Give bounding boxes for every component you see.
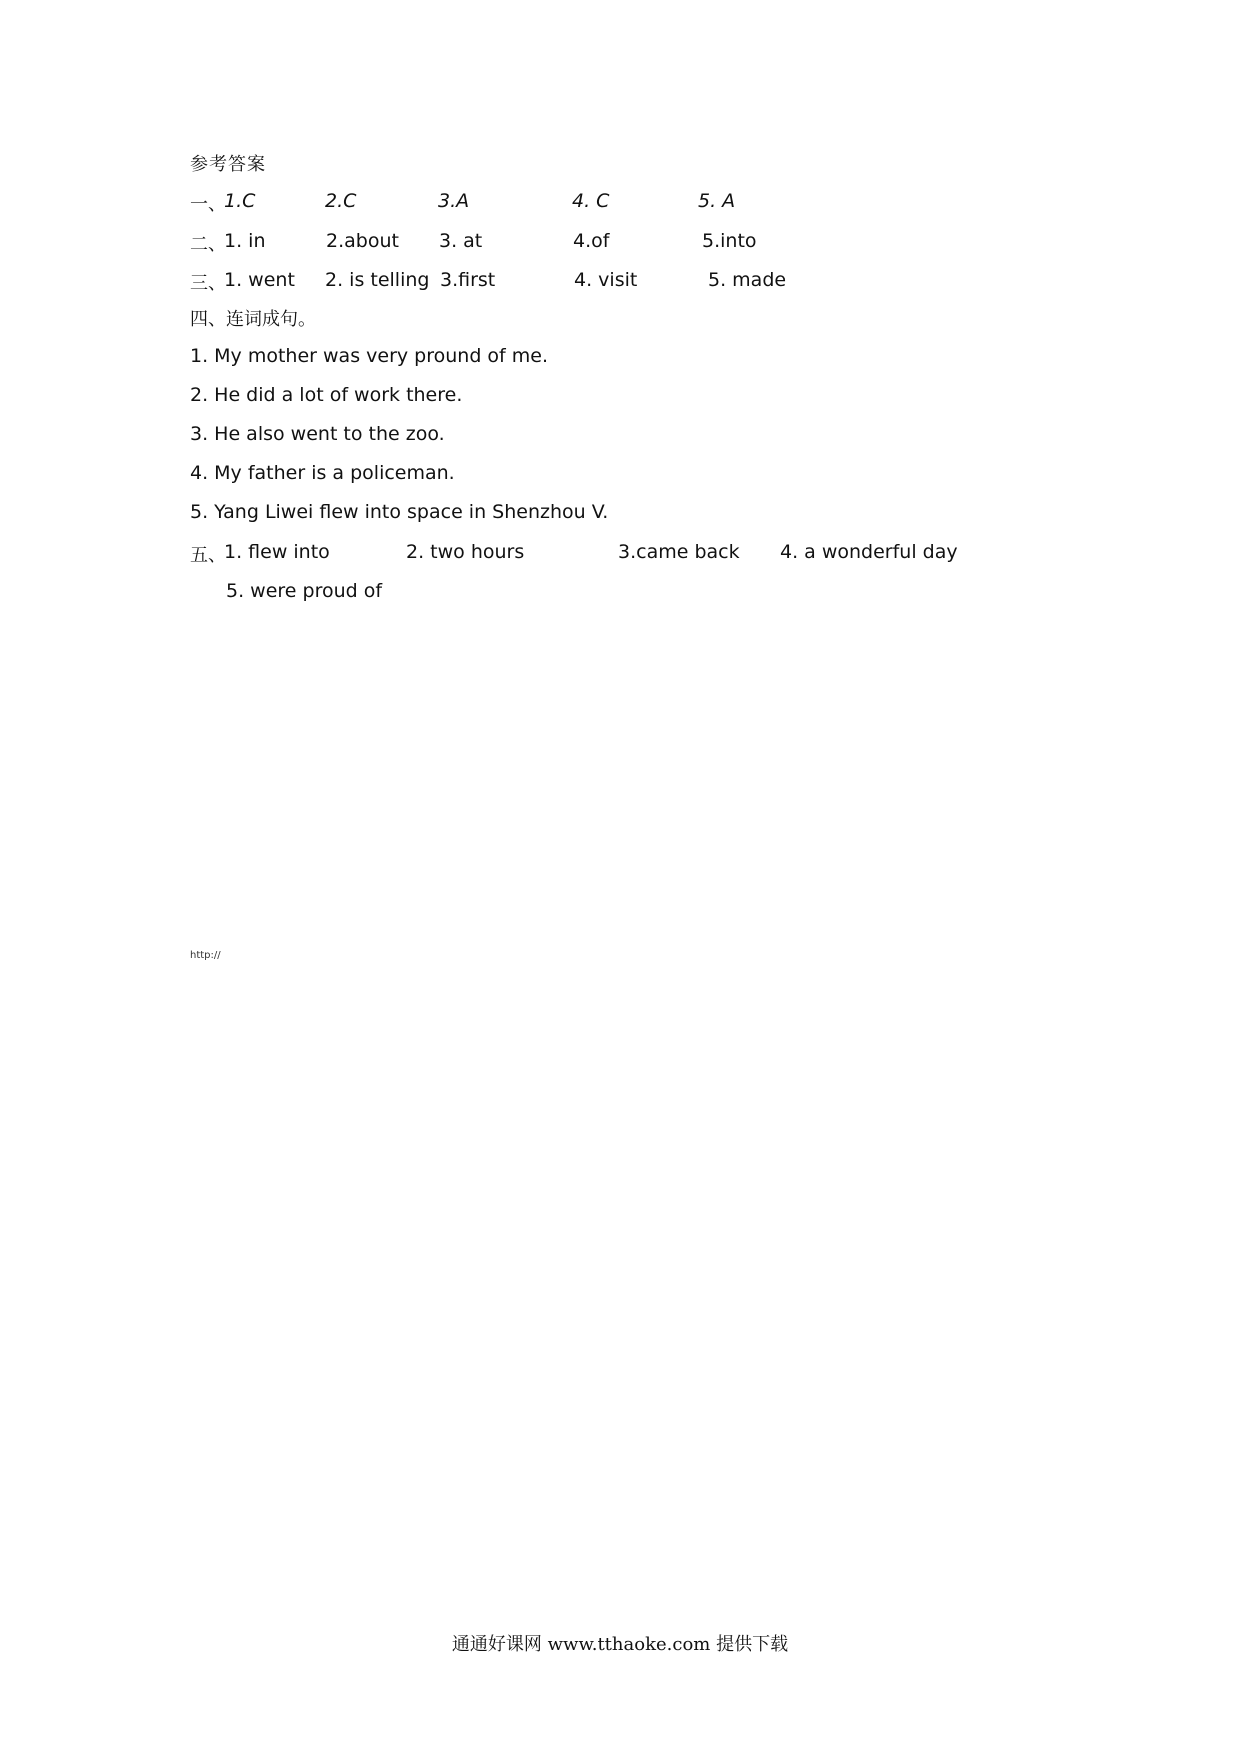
section-2-answer-3: 3. at [439, 230, 483, 252]
section-4-sentence-5: 5. Yang Liwei flew into space in Shenzhou V. [190, 501, 609, 523]
section-3-label: 三、 [190, 273, 226, 294]
section-2-answer-1: 1. in [224, 230, 266, 252]
section-4-sentence-1: 1. My mother was very pround of me. [190, 345, 549, 367]
answer-key-title: 参考答案 [190, 154, 266, 175]
section-3-answer-2: 2. is telling [325, 269, 430, 291]
section-4-sentence-3: 3. He also went to the zoo. [190, 423, 445, 445]
section-5-answer-4: 4. a wonderful day [780, 541, 958, 563]
section-1-answer-5: 5. A [698, 190, 736, 212]
section-3-answer-1: 1. went [224, 269, 295, 291]
section-4-sentence-4: 4. My father is a policeman. [190, 462, 455, 484]
section-1-answer-4: 4. C [572, 190, 610, 212]
section-5-answer-1: 1. flew into [224, 541, 330, 563]
section-1-label: 一、 [190, 194, 226, 215]
section-5-answer-3: 3.came back [618, 541, 740, 563]
section-3-answer-3: 3.first [440, 269, 496, 291]
section-3-answer-4: 4. visit [574, 269, 638, 291]
section-1-answer-1: 1.C [224, 190, 256, 212]
section-1-answer-3: 3.A [438, 190, 470, 212]
section-4-sentence-2: 2. He did a lot of work there. [190, 384, 463, 406]
section-5-answer-5: 5. were proud of [226, 580, 383, 602]
section-1-answer-2: 2.C [325, 190, 357, 212]
section-5-label: 五、 [190, 545, 226, 566]
url-mark: http:// [190, 950, 221, 961]
section-4-heading: 四、连词成句。 [190, 309, 316, 330]
section-5-answer-2: 2. two hours [406, 541, 525, 563]
section-2-answer-4: 4.of [573, 230, 610, 252]
section-2-answer-2: 2.about [326, 230, 399, 252]
section-2-answer-5: 5.into [702, 230, 757, 252]
section-2-label: 二、 [190, 234, 226, 255]
footer-download-note: 通通好课网 www.tthaoke.com 提供下载 [451, 1634, 789, 1655]
section-3-answer-5: 5. made [708, 269, 787, 291]
